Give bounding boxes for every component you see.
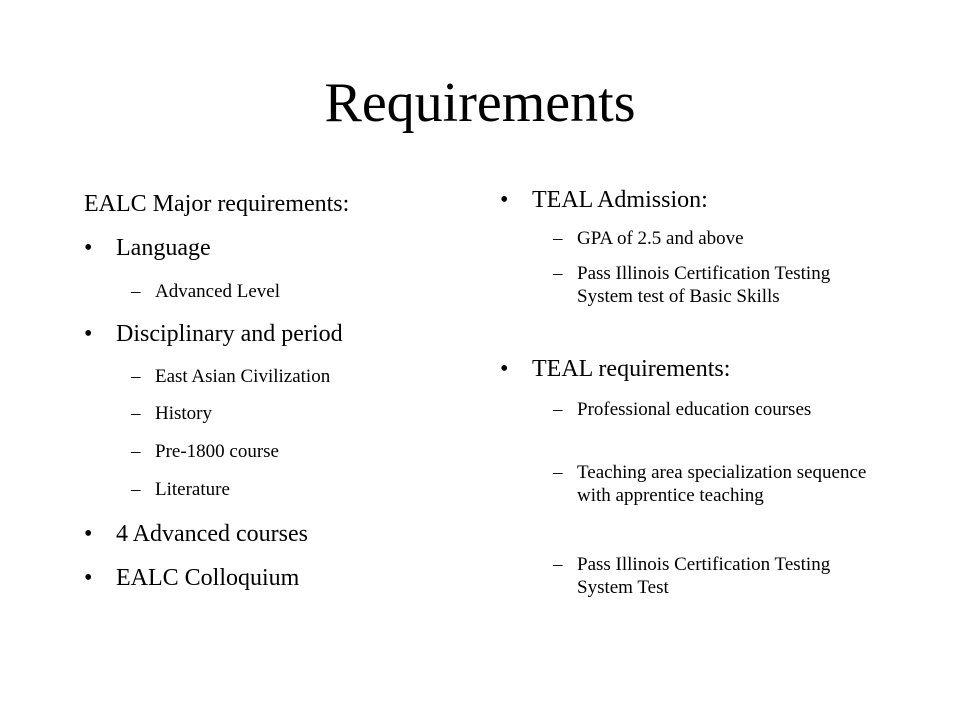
subitem-label: History — [155, 403, 212, 424]
dash-icon: – — [553, 554, 563, 575]
subitem-label: East Asian Civilization — [155, 366, 331, 387]
dash-icon: – — [131, 441, 141, 462]
bullet-label: 4 Advanced courses — [116, 521, 308, 547]
subitem-label: GPA of 2.5 and above — [577, 228, 744, 249]
bullet-icon: • — [84, 521, 93, 547]
bullet-icon: • — [500, 187, 509, 213]
subitem-label: Pass Illinois Certification Testing System Test — [577, 554, 831, 598]
dash-icon: – — [553, 462, 563, 483]
dash-icon: – — [553, 399, 563, 420]
subitem-label: Professional education courses — [577, 399, 812, 420]
dash-icon: – — [553, 263, 563, 284]
dash-icon: – — [131, 281, 141, 302]
subitem-label: Literature — [155, 479, 230, 500]
dash-icon: – — [553, 228, 563, 249]
slide-title: Requirements — [324, 72, 636, 134]
bullet-icon: • — [84, 235, 93, 261]
bullet-label: Disciplinary and period — [116, 321, 343, 347]
bullet-label: TEAL requirements: — [532, 356, 731, 382]
bullet-icon: • — [500, 356, 509, 382]
subitem-label: Pass Illinois Certification Testing System test of Basic Skills — [577, 263, 831, 307]
bullet-label: Language — [116, 235, 211, 261]
bullet-icon: • — [84, 321, 93, 347]
bullet-label: TEAL Admission: — [532, 187, 708, 213]
subitem-label: Teaching area specialization sequence with apprentice teaching — [577, 462, 867, 506]
dash-icon: – — [131, 403, 141, 424]
dash-icon: – — [131, 366, 141, 387]
subitem-label: Pre-1800 course — [155, 441, 279, 462]
bullet-label: EALC Colloquium — [116, 565, 300, 591]
dash-icon: – — [131, 479, 141, 500]
ealc-major-heading: EALC Major requirements: — [84, 191, 350, 217]
bullet-icon: • — [84, 565, 93, 591]
subitem-label: Advanced Level — [155, 281, 281, 302]
